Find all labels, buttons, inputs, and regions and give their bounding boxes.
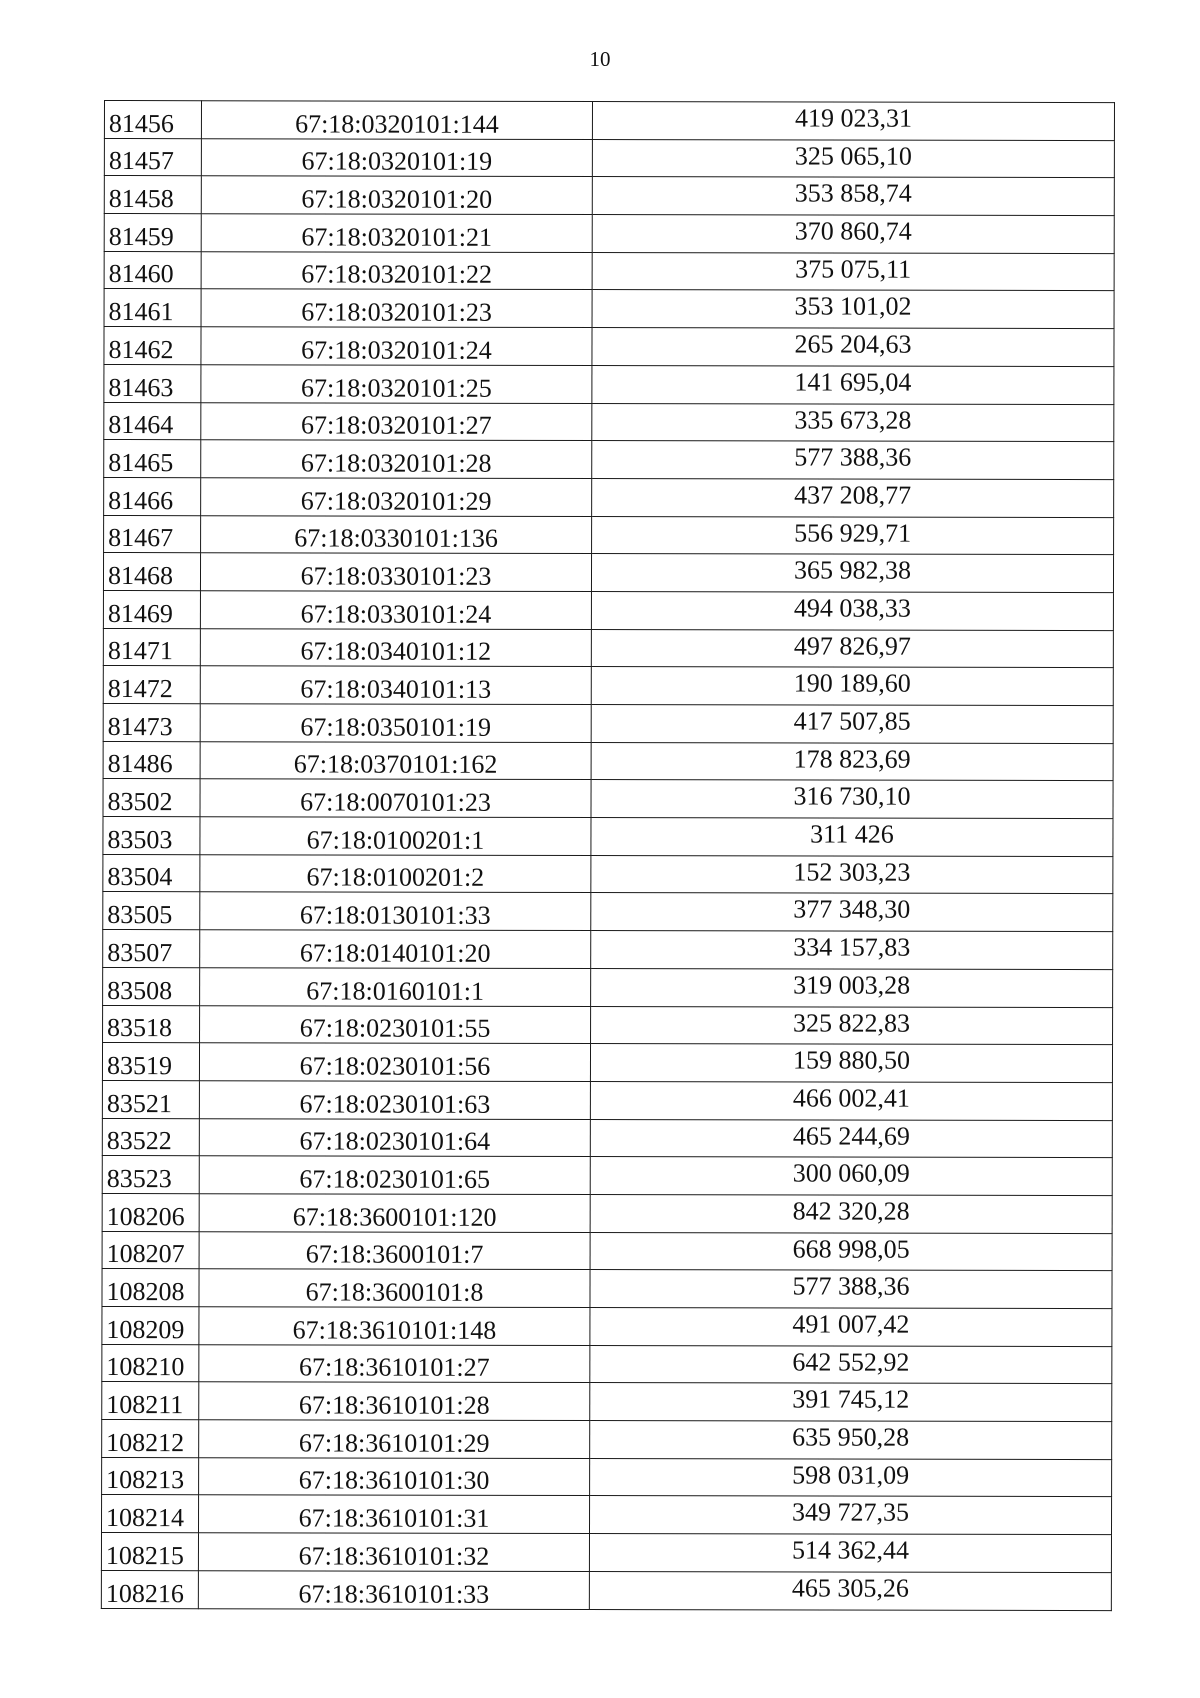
- cadastral-number-cell: 67:18:0320101:23: [201, 289, 592, 328]
- cadastral-number-cell: 67:18:0370101:162: [200, 741, 591, 780]
- table-row: [103, 628, 1113, 668]
- cadastral-value-cell: 377 348,30: [591, 893, 1113, 932]
- cadastral-number-cell: 67:18:0230101:65: [199, 1156, 590, 1195]
- row-number-cell: 108211: [102, 1382, 199, 1420]
- cadastral-value-cell: 668 998,05: [590, 1232, 1112, 1271]
- table-row: [102, 1420, 1112, 1460]
- cadastral-number-cell: 67:18:0320101:144: [201, 101, 592, 140]
- cadastral-value-cell: 494 038,33: [591, 591, 1113, 630]
- cadastral-number-cell: 67:18:0160101:1: [200, 968, 591, 1007]
- cadastral-number-cell: 67:18:3610101:31: [198, 1495, 589, 1534]
- cadastral-value-cell: 577 388,36: [590, 1270, 1112, 1309]
- cadastral-number-cell: 67:18:0330101:136: [201, 515, 592, 554]
- row-number-cell: 81471: [103, 628, 200, 666]
- cadastral-value-cell: 437 208,77: [592, 478, 1114, 517]
- row-number-cell: 108206: [102, 1193, 199, 1231]
- row-number-cell: 108210: [102, 1344, 199, 1382]
- cadastral-value-cell: 556 929,71: [592, 516, 1114, 555]
- row-number-cell: 83518: [103, 1005, 200, 1043]
- table-row: [103, 553, 1113, 593]
- cadastral-number-cell: 67:18:0320101:28: [201, 440, 592, 479]
- row-number-cell: 81460: [104, 251, 201, 289]
- table-row: [104, 477, 1114, 517]
- row-number-cell: 81469: [103, 590, 200, 628]
- table-row: [102, 1269, 1112, 1309]
- table-row: [103, 892, 1113, 932]
- cadastral-value-cell: 365 982,38: [591, 554, 1113, 593]
- cadastral-value-cell: 316 730,10: [591, 780, 1113, 819]
- row-number-cell: 108216: [101, 1570, 198, 1608]
- cadastral-value-cell: 353 858,74: [592, 177, 1114, 216]
- cadastral-number-cell: 67:18:0320101:29: [201, 478, 592, 517]
- row-number-cell: 81466: [104, 477, 201, 515]
- cadastral-number-cell: 67:18:0230101:56: [199, 1043, 590, 1082]
- cadastral-number-cell: 67:18:0230101:55: [200, 1005, 591, 1044]
- cadastral-value-cell: 642 552,92: [590, 1345, 1112, 1384]
- cadastral-value-cell: 265 204,63: [592, 328, 1114, 367]
- table-row: [101, 1495, 1111, 1535]
- table-row: [104, 327, 1114, 367]
- cadastral-number-cell: 67:18:0320101:20: [201, 176, 592, 215]
- cadastral-value-cell: 465 244,69: [590, 1119, 1112, 1158]
- cadastral-value-cell: 178 823,69: [591, 742, 1113, 781]
- table-row: [103, 779, 1113, 819]
- row-number-cell: 81468: [103, 553, 200, 591]
- cadastral-value-cell: 141 695,04: [592, 365, 1114, 404]
- cadastral-number-cell: 67:18:0340101:12: [200, 628, 591, 667]
- cadastral-number-cell: 67:18:0340101:13: [200, 666, 591, 705]
- table-row: [103, 854, 1113, 894]
- cadastral-number-cell: 67:18:3600101:8: [199, 1269, 590, 1308]
- row-number-cell: 83504: [103, 854, 200, 892]
- cadastral-number-cell: 67:18:0100201:2: [200, 854, 591, 893]
- table-row: [103, 1005, 1113, 1045]
- row-number-cell: 108212: [102, 1420, 199, 1458]
- cadastral-value-cell: 370 860,74: [592, 215, 1114, 254]
- cadastral-value-cell: 334 157,83: [591, 931, 1113, 970]
- cadastral-value-cell: 159 880,50: [590, 1044, 1112, 1083]
- table-row: [102, 1156, 1112, 1196]
- page-number: 10: [589, 47, 611, 71]
- cadastral-value-cell: 466 002,41: [590, 1081, 1112, 1120]
- cadastral-number-cell: 67:18:3600101:7: [199, 1231, 590, 1270]
- table-row: [104, 515, 1114, 555]
- cadastral-value-cell: 497 826,97: [591, 629, 1113, 668]
- cadastral-value-table: [101, 100, 1115, 1611]
- cadastral-value-cell: 598 031,09: [590, 1458, 1112, 1497]
- cadastral-value-cell: 325 822,83: [591, 1006, 1113, 1045]
- row-number-cell: 81465: [104, 440, 201, 478]
- cadastral-number-cell: 67:18:0070101:23: [200, 779, 591, 818]
- cadastral-value-cell: 300 060,09: [590, 1157, 1112, 1196]
- row-number-cell: 81457: [104, 138, 201, 176]
- table-row: [103, 666, 1113, 706]
- cadastral-value-cell: 419 023,31: [592, 102, 1114, 141]
- row-number-cell: 83508: [103, 967, 200, 1005]
- table-row: [104, 251, 1114, 291]
- row-number-cell: 81473: [103, 703, 200, 741]
- table-row: [104, 402, 1114, 442]
- table-row: [103, 590, 1113, 630]
- row-number-cell: 83523: [102, 1156, 199, 1194]
- cadastral-number-cell: 67:18:0320101:21: [201, 214, 592, 253]
- row-number-cell: 83507: [103, 930, 200, 968]
- row-number-cell: 81456: [104, 101, 201, 139]
- table-row: [104, 176, 1114, 216]
- table-row: [102, 1193, 1112, 1233]
- table-row: [104, 101, 1114, 141]
- cadastral-number-cell: 67:18:3610101:30: [199, 1457, 590, 1496]
- row-number-cell: 81461: [104, 289, 201, 327]
- row-number-cell: 81464: [104, 402, 201, 440]
- cadastral-value-cell: 190 189,60: [591, 667, 1113, 706]
- table-row: [104, 289, 1114, 329]
- table-row: [104, 440, 1114, 480]
- cadastral-value-cell: 842 320,28: [590, 1194, 1112, 1233]
- cadastral-value-cell: 514 362,44: [589, 1534, 1111, 1573]
- cadastral-value-cell: 491 007,42: [590, 1308, 1112, 1347]
- cadastral-value-cell: 465 305,26: [589, 1571, 1111, 1610]
- row-number-cell: 83503: [103, 817, 200, 855]
- cadastral-number-cell: 67:18:0330101:23: [200, 553, 591, 592]
- row-number-cell: 81459: [104, 214, 201, 252]
- cadastral-value-cell: 391 745,12: [590, 1383, 1112, 1422]
- row-number-cell: 81463: [104, 364, 201, 402]
- cadastral-value-cell: 319 003,28: [591, 968, 1113, 1007]
- table-row: [101, 1533, 1111, 1573]
- table-row: [103, 817, 1113, 857]
- cadastral-number-cell: 67:18:3610101:28: [199, 1382, 590, 1421]
- cadastral-number-cell: 67:18:0230101:64: [199, 1118, 590, 1157]
- table-row: [104, 138, 1114, 178]
- table-row: [102, 1231, 1112, 1271]
- cadastral-value-cell: 577 388,36: [592, 441, 1114, 480]
- cadastral-number-cell: 67:18:3610101:33: [198, 1571, 589, 1610]
- cadastral-value-cell: 635 950,28: [590, 1421, 1112, 1460]
- row-number-cell: 81472: [103, 666, 200, 704]
- cadastral-value-cell: 353 101,02: [592, 290, 1114, 329]
- row-number-cell: 81458: [104, 176, 201, 214]
- row-number-cell: 108213: [102, 1457, 199, 1495]
- cadastral-value-cell: 375 075,11: [592, 252, 1114, 291]
- table-row: [102, 1118, 1112, 1158]
- cadastral-number-cell: 67:18:3610101:148: [199, 1307, 590, 1346]
- cadastral-number-cell: 67:18:3610101:27: [199, 1344, 590, 1383]
- table-row: [103, 703, 1113, 743]
- table-row: [103, 967, 1113, 1007]
- cadastral-number-cell: 67:18:0230101:63: [199, 1081, 590, 1120]
- table-row: [102, 1344, 1112, 1384]
- cadastral-number-cell: 67:18:0320101:19: [201, 138, 592, 177]
- row-number-cell: 81462: [104, 327, 201, 365]
- table-row: [102, 1043, 1112, 1083]
- cadastral-number-cell: 67:18:0350101:19: [200, 704, 591, 743]
- table-row: [101, 1570, 1111, 1610]
- cadastral-number-cell: 67:18:0320101:22: [201, 251, 592, 290]
- row-number-cell: 108215: [101, 1533, 198, 1571]
- table-row: [103, 741, 1113, 781]
- row-number-cell: 83502: [103, 779, 200, 817]
- cadastral-number-cell: 67:18:0140101:20: [200, 930, 591, 969]
- row-number-cell: 108208: [102, 1269, 199, 1307]
- cadastral-number-cell: 67:18:3610101:32: [198, 1533, 589, 1572]
- row-number-cell: 81467: [104, 515, 201, 553]
- cadastral-number-cell: 67:18:0330101:24: [200, 591, 591, 630]
- cadastral-number-cell: 67:18:0320101:27: [201, 402, 592, 441]
- table-row: [102, 1382, 1112, 1422]
- cadastral-value-cell: 417 507,85: [591, 705, 1113, 744]
- table-row: [103, 930, 1113, 970]
- table-row: [104, 364, 1114, 404]
- cadastral-value-cell: 325 065,10: [592, 139, 1114, 178]
- row-number-cell: 108214: [101, 1495, 198, 1533]
- row-number-cell: 81486: [103, 741, 200, 779]
- cadastral-value-cell: 152 303,23: [591, 855, 1113, 894]
- table-row: [102, 1457, 1112, 1497]
- table-body: [101, 101, 1114, 1611]
- cadastral-number-cell: 67:18:0320101:25: [201, 365, 592, 404]
- cadastral-number-cell: 67:18:0130101:33: [200, 892, 591, 931]
- cadastral-number-cell: 67:18:3610101:29: [199, 1420, 590, 1459]
- cadastral-value-cell: 335 673,28: [592, 403, 1114, 442]
- cadastral-value-cell: 311 426: [591, 818, 1113, 857]
- row-number-cell: 83505: [103, 892, 200, 930]
- row-number-cell: 83521: [102, 1080, 199, 1118]
- table-row: [102, 1306, 1112, 1346]
- row-number-cell: 83519: [102, 1043, 199, 1081]
- cadastral-number-cell: 67:18:0100201:1: [200, 817, 591, 856]
- row-number-cell: 83522: [102, 1118, 199, 1156]
- row-number-cell: 108207: [102, 1231, 199, 1269]
- cadastral-number-cell: 67:18:0320101:24: [201, 327, 592, 366]
- cadastral-number-cell: 67:18:3600101:120: [199, 1194, 590, 1233]
- row-number-cell: 108209: [102, 1306, 199, 1344]
- table-row: [104, 214, 1114, 254]
- table-row: [102, 1080, 1112, 1120]
- cadastral-value-cell: 349 727,35: [589, 1496, 1111, 1535]
